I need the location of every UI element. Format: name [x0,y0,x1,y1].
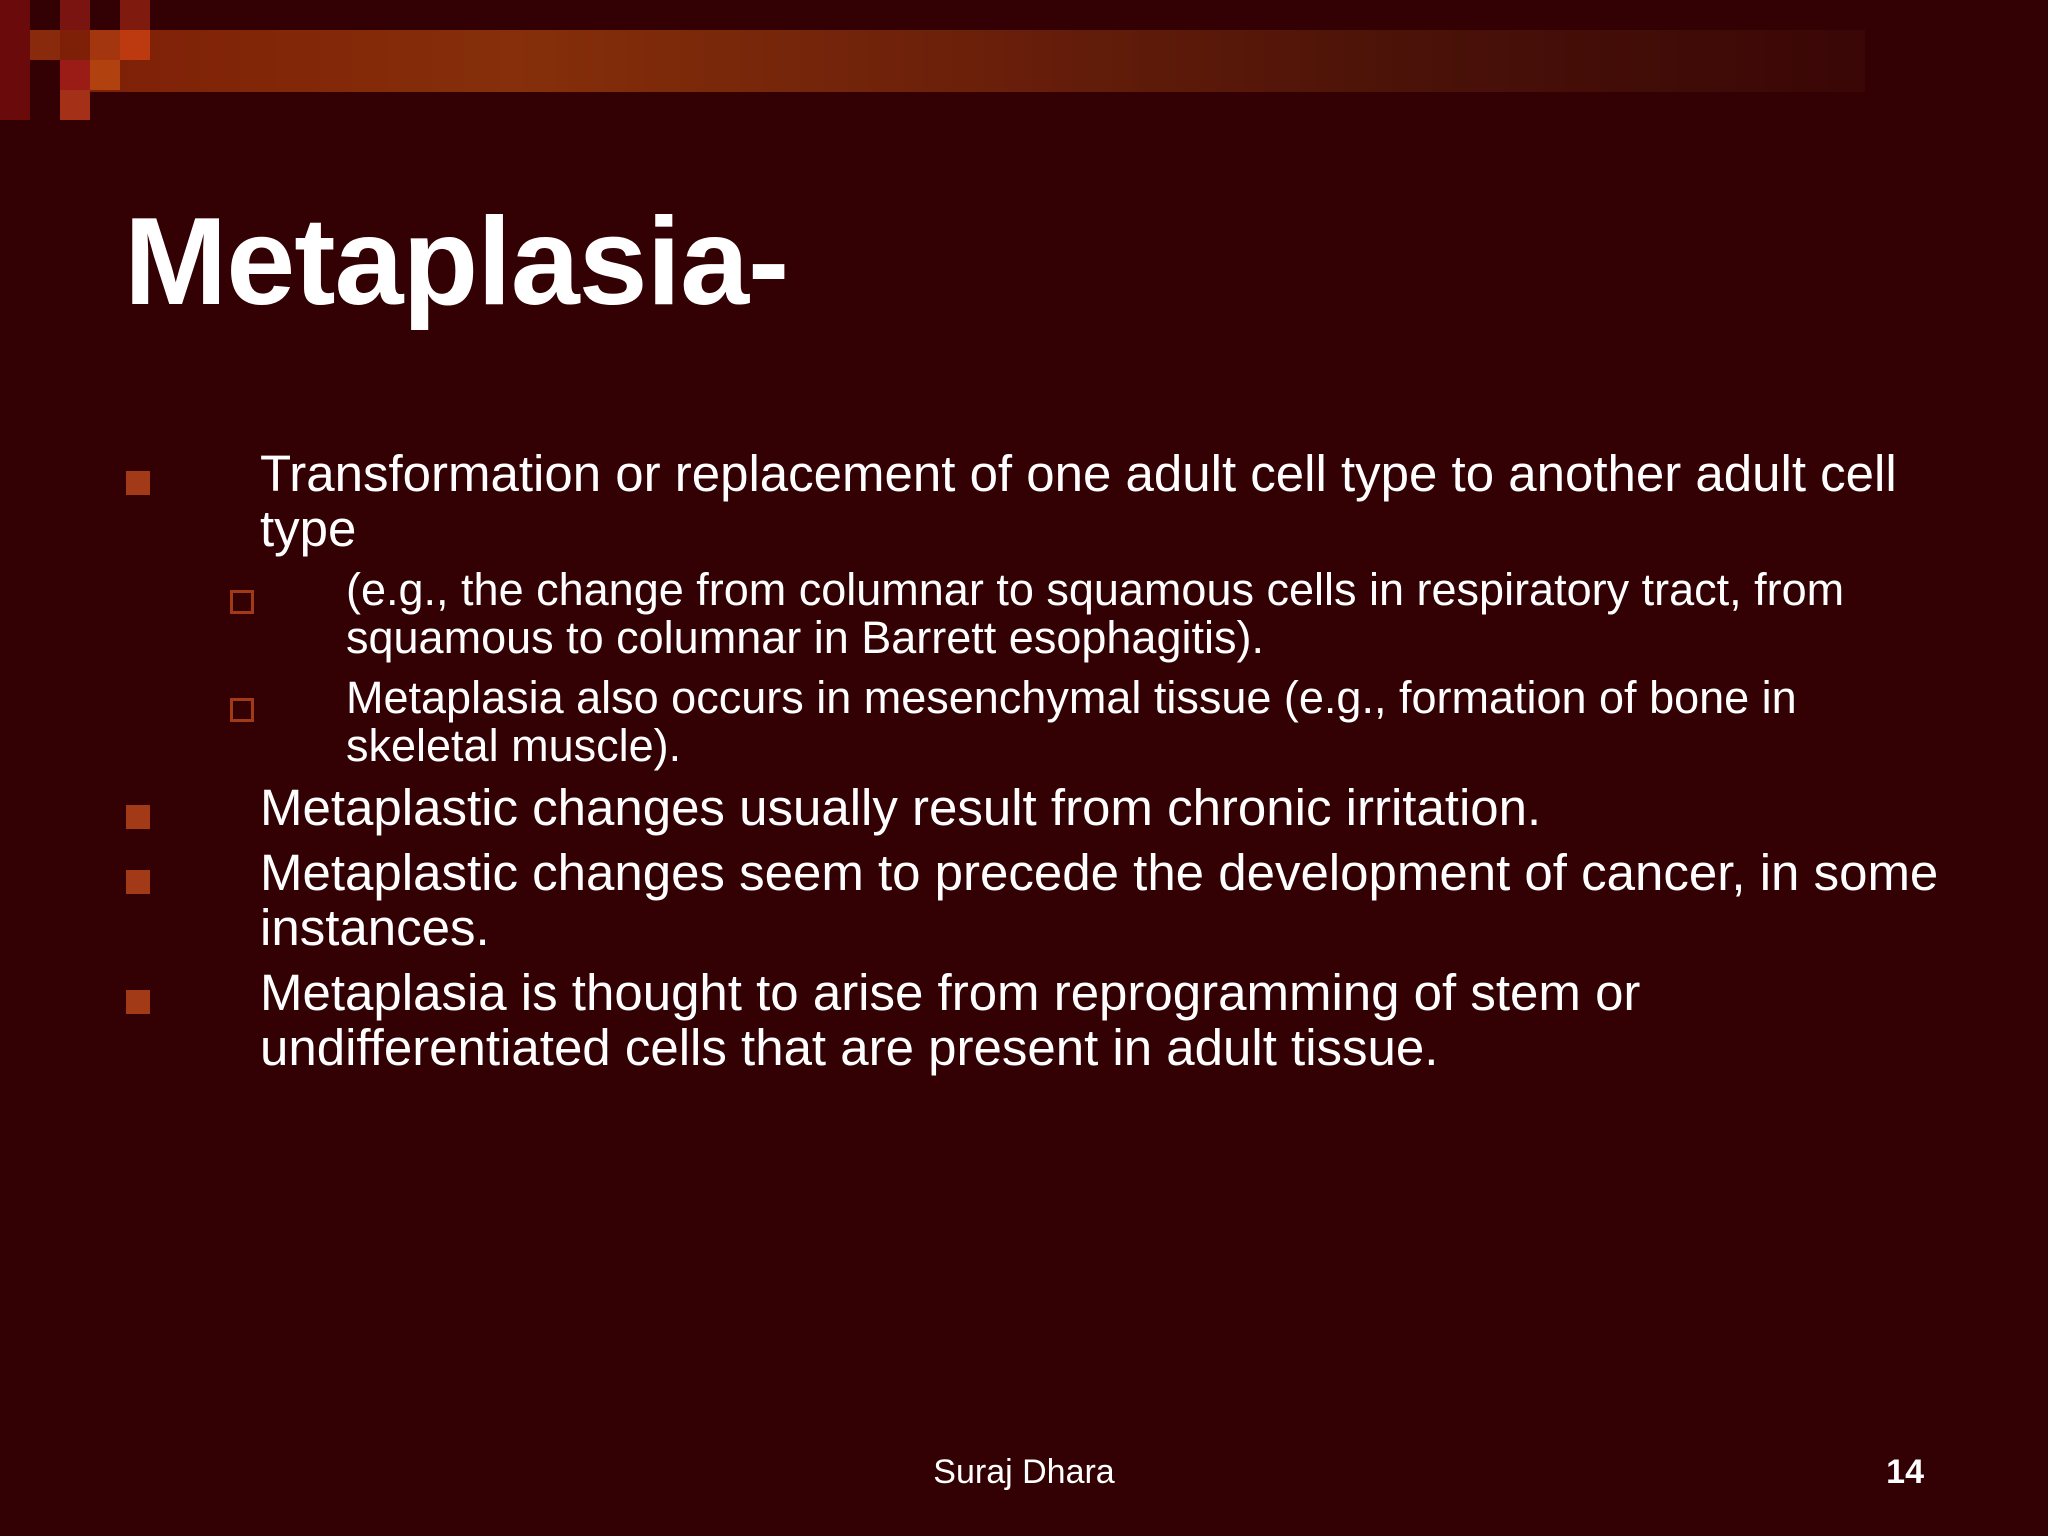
sub-bullet-text: Metaplasia also occurs in mesenchymal tissue (e.g., formation of bone in skeletal muscle). [346,672,1797,771]
bullet-item [0,845,1960,955]
square-bullet-icon [126,805,150,829]
square-bullet-icon [126,990,150,1014]
bullet-text: Metaplastic changes seem to precede the development of cancer, in some instances. [260,844,1939,956]
bullet-item [0,446,1960,556]
corner-decoration [0,0,160,130]
header-band [60,30,1865,92]
sub-bullet-text: (e.g., the change from columnar to squamous cells in respiratory tract, from squamous to columnar in Barrett esophagitis). [346,564,1845,663]
footer-author: Suraj Dhara [933,1453,1115,1491]
hollow-square-bullet-icon [230,698,254,722]
hollow-square-bullet-icon [230,590,254,614]
bullet-text: Metaplastic changes usually result from chronic irritation. [260,779,1542,836]
bullet-text: Transformation or replacement of one adult cell type to another adult cell type [260,445,1897,557]
bullet-text: Metaplasia is thought to arise from reprogramming of stem or undifferentiated cells that are present in adult tissue. [260,964,1641,1076]
page-number: 14 [1886,1453,1924,1491]
sub-bullet-item [0,674,1876,770]
bullet-item [0,780,1960,835]
square-bullet-icon [126,471,150,495]
bullet-item [0,965,1960,1075]
sub-bullet-item [0,566,1876,662]
bullet-list [0,446,2048,1075]
slide-title: Metaplasia- [124,193,789,331]
square-bullet-icon [126,870,150,894]
